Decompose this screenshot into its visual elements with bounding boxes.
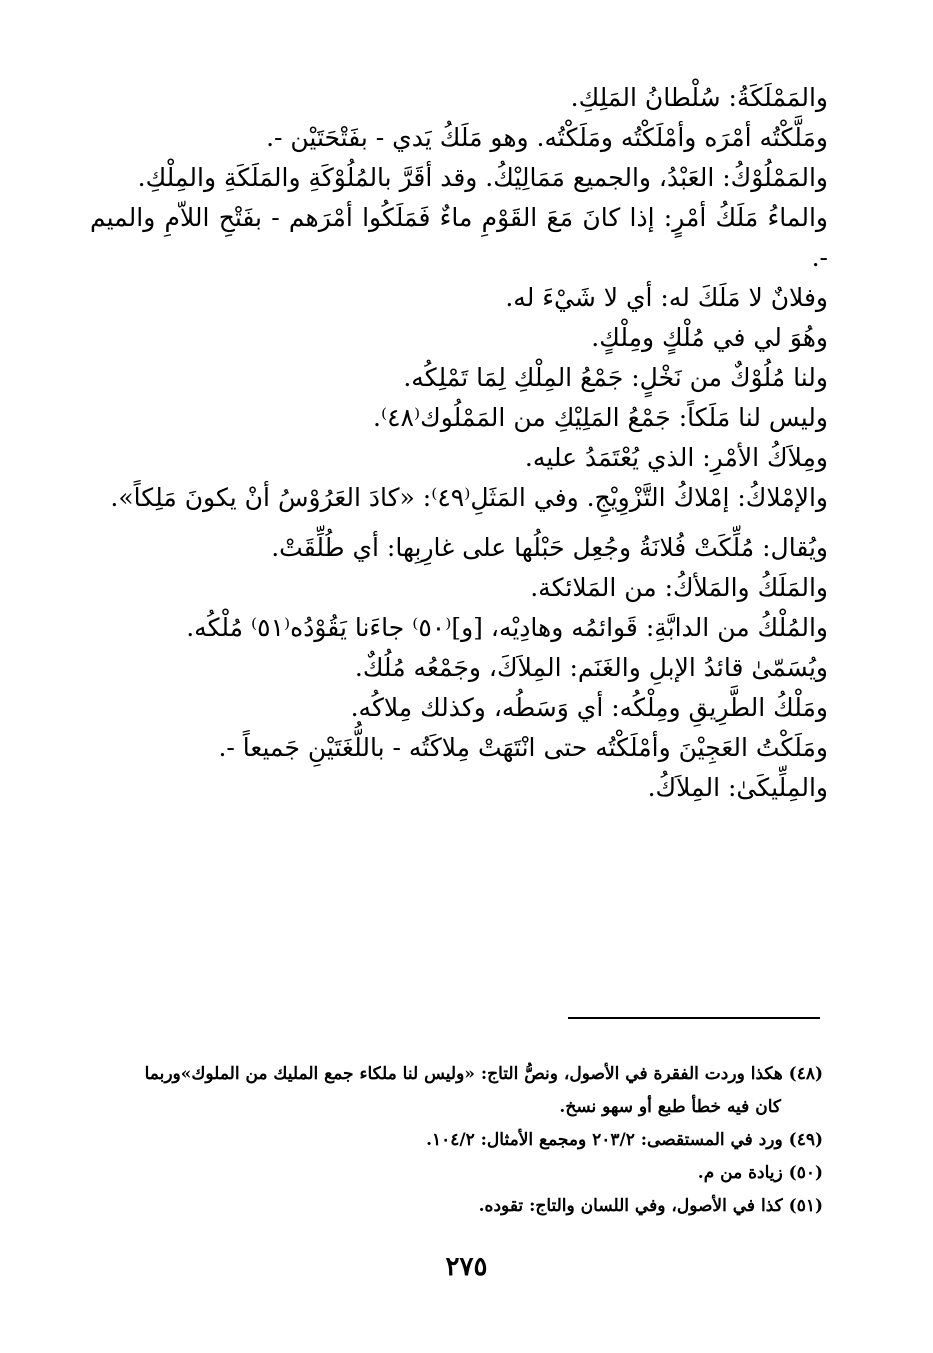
paragraph: والمَلَكُ والمَلأكُ: من المَلائكة. <box>530 573 828 602</box>
paragraph: ولنا مُلُوْكٌ من نَخْلٍ: جَمْعُ المِلْكِ لِمَا تَمْلِكُه. <box>403 363 828 392</box>
footnotes <box>80 1058 823 1223</box>
paragraph-gap <box>90 518 828 528</box>
footnote-separator <box>568 1017 820 1019</box>
footnote-text: هكذا وردت الفقرة في الأصول، ونصُّ التاج: «وليس لنا ملكاء جمع المليك من الملوك»وربما <box>144 1064 783 1084</box>
main-text <box>90 78 828 808</box>
paragraph: والمِلِّيكَىٰ: المِلاَكُ. <box>647 773 828 802</box>
paragraph: وهُوَ لي في مُلْكٍ ومِلْكٍ. <box>591 323 828 352</box>
footnote-number: (٥٠) <box>788 1163 823 1183</box>
footnote-text: زيادة من م. <box>697 1163 783 1183</box>
footnote <box>80 1190 823 1223</box>
paragraph: والمَمْلَكَةُ: سُلْطانُ المَلِكِ. <box>570 83 828 112</box>
paragraph: والمُلْكُ من الدابَّةِ: قَوائمُه وهادِيْه، [و]⁽٥٠⁾ جاءَنا يَقُوْدُه⁽٥١⁾ مُلْكُه. <box>186 613 828 642</box>
footnote-continuation: كان فيه خطأ طبع أو سهو نسخ. <box>559 1097 781 1117</box>
footnote-number: (٤٨) <box>788 1064 823 1084</box>
page-number: ٢٧٥ <box>445 1252 488 1282</box>
footnote <box>80 1058 823 1124</box>
paragraph: ومَلْكُ الطَّرِيقِ ومِلْكُه: أي وَسَطُه، وكذلك مِلاكُه. <box>350 693 828 722</box>
footnote-number: (٥١) <box>788 1196 823 1216</box>
footnote-number: (٤٩) <box>788 1130 823 1150</box>
footnote <box>80 1157 823 1190</box>
paragraph: ومَلَكْتُ العَجِيْنَ وأمْلَكْتُه حتى انْتَهَتْ مِلاكَتُه - باللُّغَتَيْنِ جَميعاً -. <box>218 733 828 762</box>
footnote-text: كذا في الأصول، وفي اللسان والتاج: تقوده. <box>478 1196 783 1216</box>
footnote-text: ورد في المستقصى: ٢٠٣/٢ ومجمع الأمثال: ١٠٤/٢. <box>426 1130 783 1150</box>
paragraph: والإمْلاكُ: إمْلاكُ التَّزْوِيْجِ. وفي المَثَلِ⁽٤٩⁾: «كادَ العَرُوْسُ أنْ يكونَ مَلِكاً». <box>110 483 828 512</box>
paragraph: ومِلاَكُ الأمْرِ: الذي يُعْتَمَدُ عليه. <box>524 443 828 472</box>
paragraph: ويُسَمّىٰ قائدُ الإبلِ والغَنَم: المِلاَكَ، وجَمْعُه مُلُكٌ. <box>354 653 828 682</box>
paragraph: والماءُ مَلَكُ أمْرٍ: إذا كانَ مَعَ القَوْمِ ماءٌ فَمَلَكُوا أمْرَهم - بفَتْحِ اللاّمِ والميم -. <box>90 203 828 272</box>
paragraph: ومَلَّكْتُه أمْرَه وأمْلَكْتُه ومَلَكْتُه. وهو مَلَكُ يَدي - بفَتْحَتَيْن -. <box>266 123 828 152</box>
paragraph: وفلانٌ لا مَلَكَ له: أي لا شَيْءَ له. <box>505 283 828 312</box>
paragraph: وليس لنا مَلَكاً: جَمْعُ المَلِيْكِ من المَمْلُوك⁽٤٨⁾. <box>373 403 828 432</box>
paragraph: والمَمْلُوْكُ: العَبْدُ، والجميع مَمَالِيْكُ. وقد أقَرَّ بالمُلُوْكَةِ والمَلَكَةِ والمِلْكِ. <box>137 163 828 192</box>
footnote <box>80 1124 823 1157</box>
paragraph: ويُقال: مُلِّكَتْ فُلانَةُ وجُعِل حَبْلُها على غارِبِها: أي طُلِّقَتْ. <box>271 533 828 562</box>
